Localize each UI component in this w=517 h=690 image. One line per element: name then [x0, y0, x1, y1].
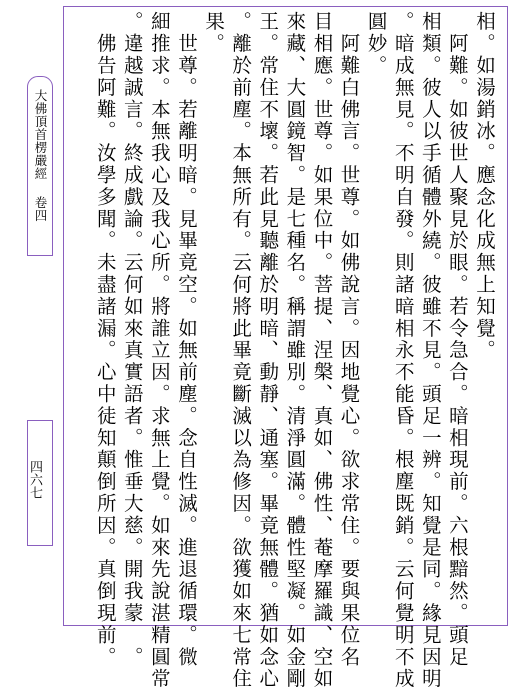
- text-column: 目相應。世尊。如果位中。菩提、涅槃、真如、佛性、菴摩羅識、空如: [310, 11, 334, 690]
- text-column: 。暗成無見。不明自發。則諸暗相永不能昏。根塵既銷。云何覺明不成: [391, 11, 415, 690]
- text-column: 相類。彼人以手循體外繞。彼雖不見。頭足一辨。知覺是同。緣見因明: [418, 11, 442, 690]
- page-number-text: 四六七: [27, 459, 42, 499]
- text-column: 細推求。本無我心及我心所。將誰立因。求無上覺。如來先說湛精圓常: [147, 11, 171, 690]
- text-column: 世尊。若離明暗。見畢竟空。如無前塵。念自性滅。進退循環。微: [174, 11, 198, 668]
- volume-label: 卷四: [33, 196, 48, 222]
- text-column: 相。如湯銷冰。應念化成無上知覺。: [473, 11, 496, 362]
- sutra-text-body: [64, 11, 498, 690]
- text-column: 阿難白佛言。世尊。如佛說言。因地覺心。欲求常住。要與果位名: [337, 11, 361, 668]
- text-column: 。離於前塵。本無所有。云何將此畢竟斷滅以為修因。欲獲如來七常住: [229, 11, 253, 690]
- text-column: 果。: [202, 11, 226, 55]
- running-header: [27, 76, 53, 256]
- text-column: 圓妙。: [364, 11, 388, 77]
- text-column: 阿難。如彼世人聚見於眼。若令急合。暗相現前。六根黯然。頭足: [445, 11, 469, 668]
- sutra-title: 大佛頂首楞嚴經: [33, 89, 48, 180]
- text-column: 王。常住不壞。若此見聽離於明暗、動靜、通塞。畢竟無體。猶如念心: [256, 11, 280, 690]
- page-number: [27, 420, 53, 546]
- text-column: 來藏、大圓鏡智。是七種名。稱謂雖別。清淨圓滿。體性堅凝。如金剛: [283, 11, 307, 690]
- text-column: 。違越誠言。終成戲論。云何如來真實語者。惟垂大慈。開我蒙 。: [120, 11, 144, 668]
- text-column: 佛告阿難。汝學多聞。未盡諸漏。心中徒知顛倒所因。真倒現前。: [93, 11, 117, 668]
